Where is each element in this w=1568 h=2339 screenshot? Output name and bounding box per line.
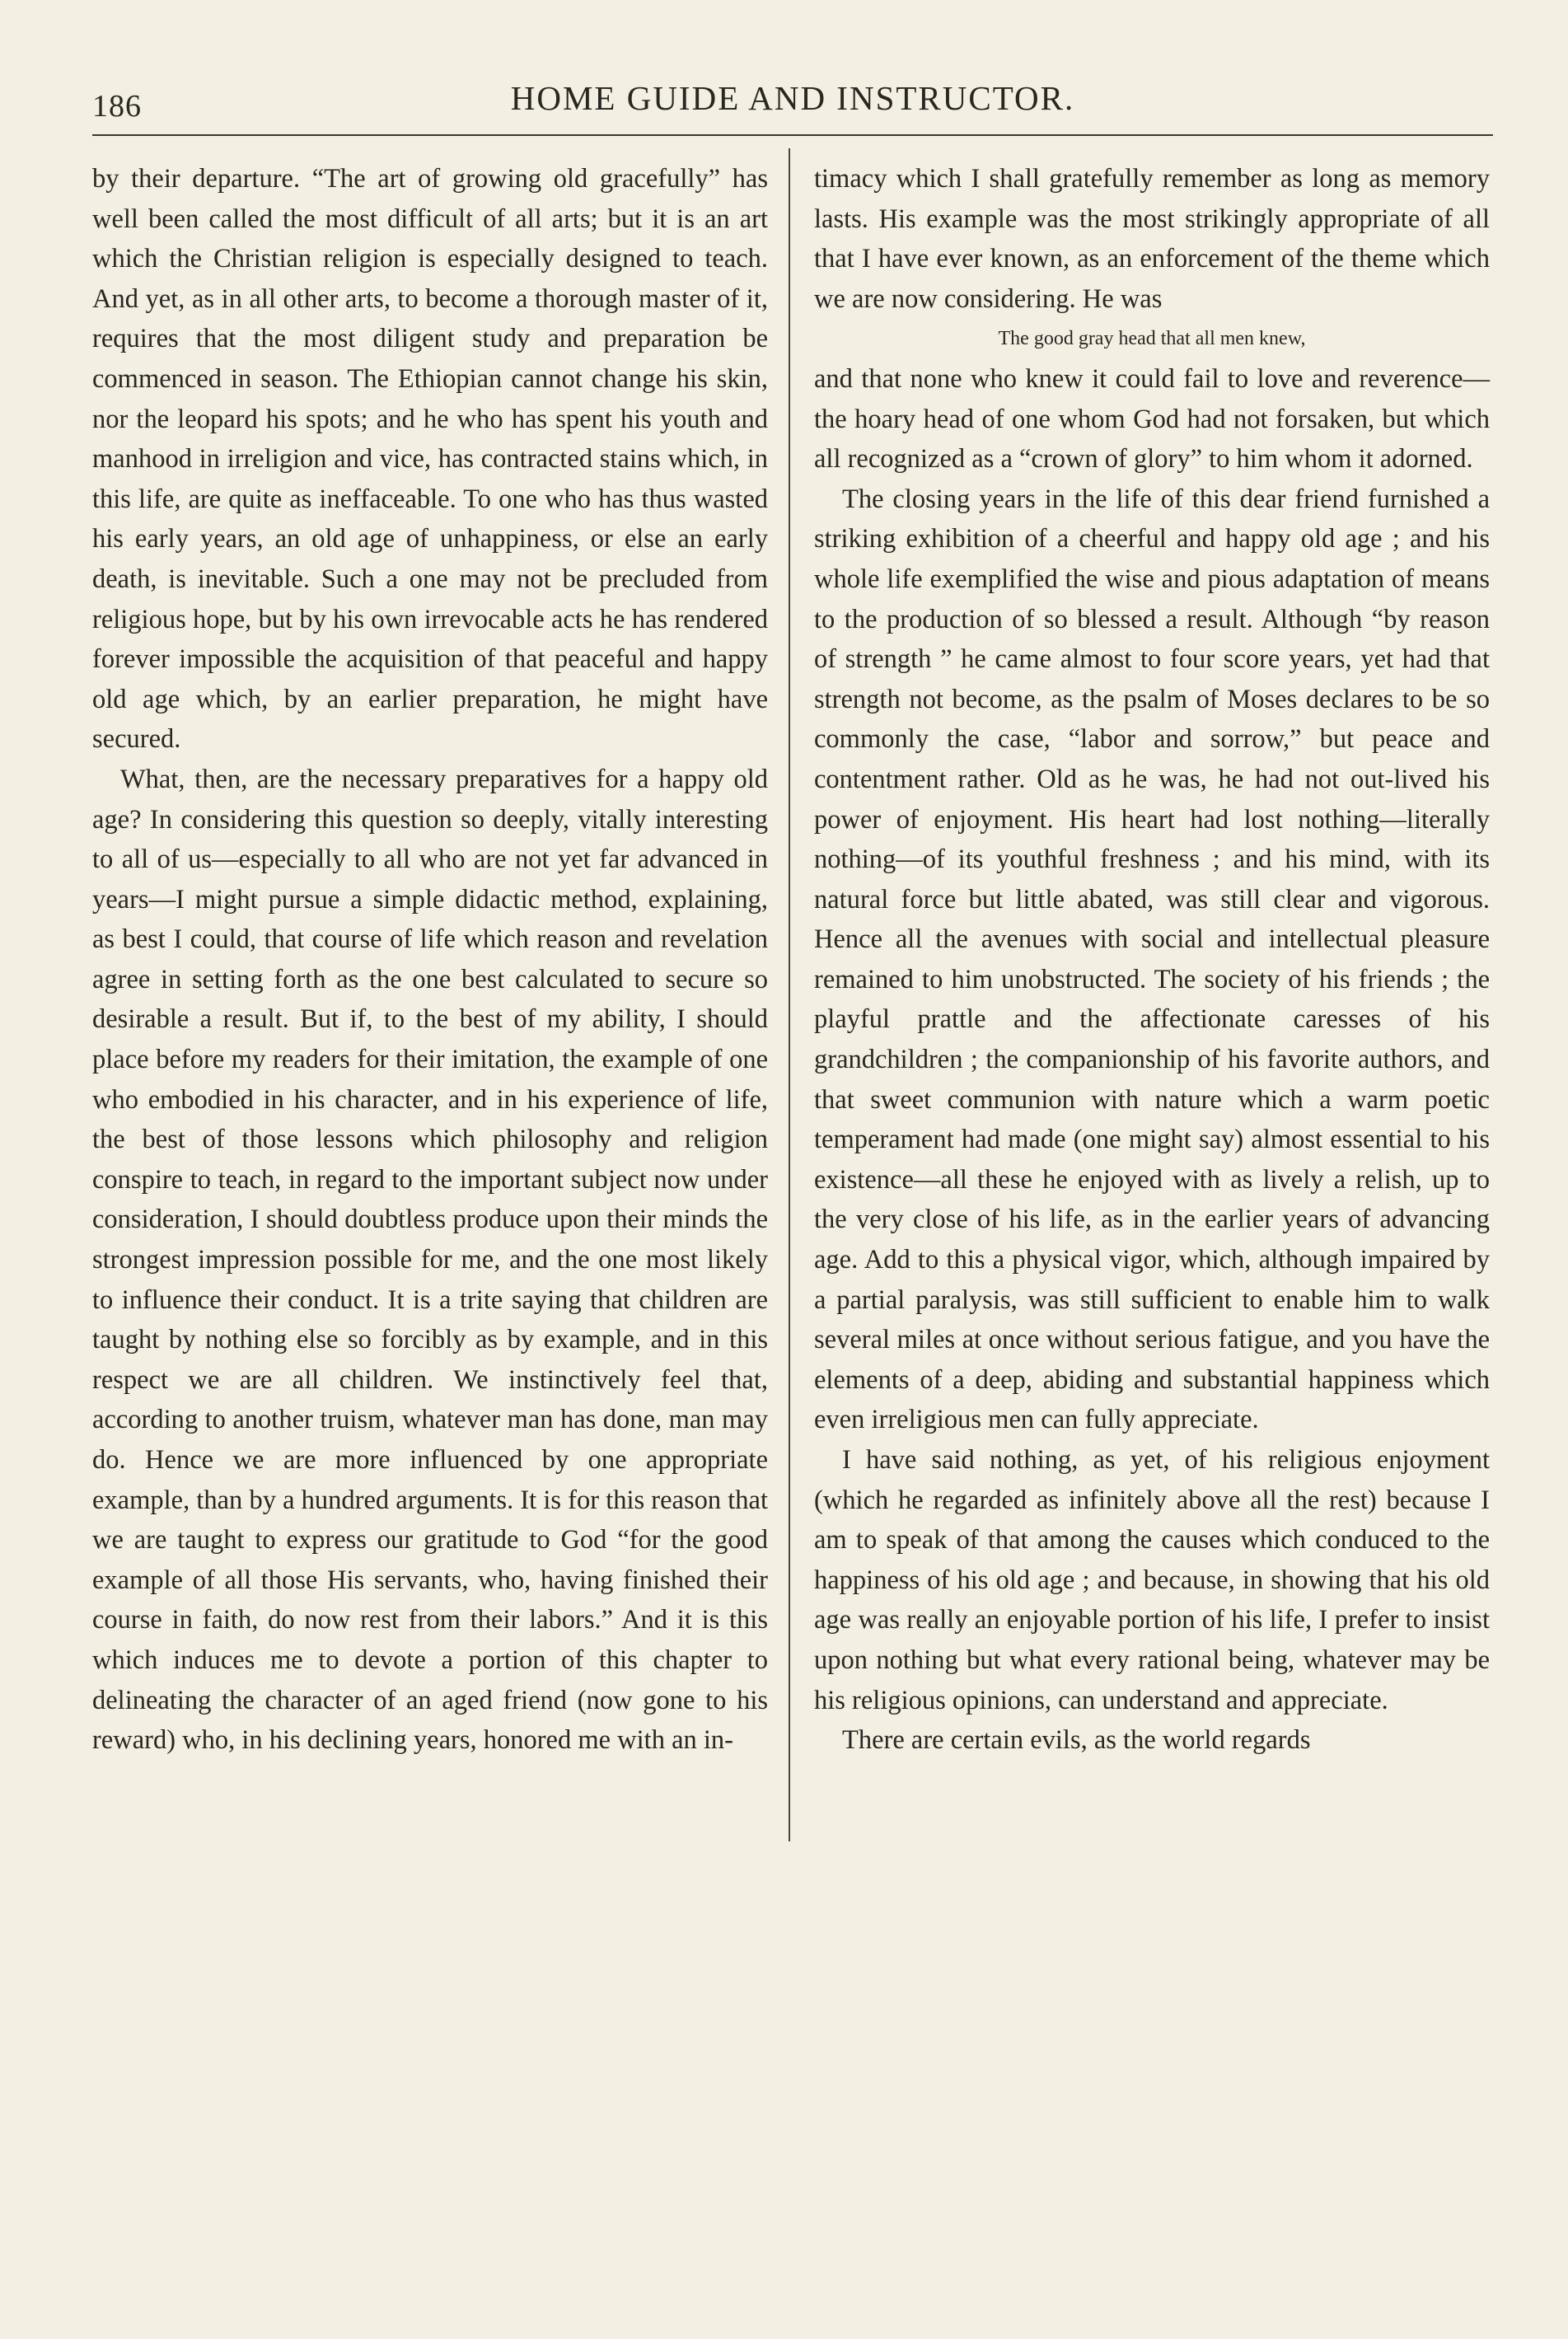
paragraph: and that none who knew it could fail to love and reverence—the hoary head of one whom God had not forsaken, but which all recognized as a “crown of glory” to him whom it adorned.	[814, 363, 1490, 475]
page-header	[92, 78, 1493, 128]
paragraph: There are certain evils, as the world regards	[842, 1725, 1311, 1756]
paragraph: What, then, are the necessary preparatives for a happy old age? In considering this question so deeply, vitally interesting to all of us—especially to all who are not yet far advanced in years—I might pursue a simple didactic method, explaining, as best I could, that course of life which reason and revelation agree in setting forth as the one best calculated to secure so desirable a result. But if, to the best of my ability, I should place before my readers for their imitation, the example of one who embodied in his character, and in his experience of life, the best of those lessons which philosophy and religion conspire to teach, in regard to the important subject now under consideration, I should doubtless produce upon their minds the strongest impression possible for me, and the one most likely to influence their conduct. It is a trite saying that children are taught by nothing else so forcibly as by example, and in this respect we are all children. We instinctively feel that, according to another truism, whatever man has done, man may do. Hence we are more influenced by one appropriate example, than by a hundred arguments. It is for this reason that we are taught to express our gratitude to God “for the good example of all those His servants, who, having finished their course in faith, do now rest from their labors.” And it is this which induces me to devote a portion of this chapter to delineating the character of an aged friend (now gone to his reward) who, in his declining years, honored me with an in-	[92, 764, 768, 1756]
running-title: HOME GUIDE AND INSTRUCTOR.	[510, 79, 1075, 117]
paragraph: timacy which I shall gratefully remember as long as memory lasts. His example was the most strikingly appropriate of all that I have ever known, as an enforcement of the theme which we are now considering. He was	[814, 164, 1490, 314]
column-divider	[789, 148, 790, 1841]
header-rule	[92, 134, 1493, 136]
right-column	[814, 159, 1490, 1761]
paragraph: by their departure. “The art of growing old gracefully” has well been called the most difficult of all arts; but it is an art which the Christian religion is especially designed to teach. And yet, as in all other arts, to become a thorough master of it, requires that the most diligent study and preparation be commenced in season. The Ethiopian cannot change his skin, nor the leopard his spots; and he who has spent his youth and manhood in irreligion and vice, has contracted stains which, in this life, are quite as ineffaceable. To one who has thus wasted his early years, an old age of unhappiness, or else an early death, is inevitable. Such a one may not be precluded from religious hope, but by his own irrevocable acts he has rendered forever impossible the acquisition of that peaceful and happy old age which, by an earlier preparation, he might have secured.	[92, 164, 768, 755]
left-column	[92, 159, 768, 1761]
paragraph: The closing years in the life of this dear friend furnished a striking exhibition of a cheerful and happy old age ; and his whole life exemplified the wise and pious adaptation of means to the production of so blessed a result. Although “by reason of strength ” he came almost to four score years, yet had that strength not become, as the psalm of Moses declares to be so commonly the case, “labor and sorrow,” but peace and contentment rather. Old as he was, he had not out-lived his power of enjoyment. His heart had lost nothing—literally nothing—of its youthful freshness ; and his mind, with its natural force but little abated, was still clear and vigorous. Hence all the avenues with social and intellectual pleasure remained to him unobstructed. The society of his friends ; the playful prattle and the affectionate caresses of his grandchildren ; the companionship of his favorite authors, and that sweet communion with nature which a warm poetic temperament had made (one might say) almost essential to his existence—all these he enjoyed with as lively a relish, up to the very close of his life, as in the earlier years of advancing age. Add to this a physical vigor, which, although impaired by a partial paralysis, was still sufficient to enable him to walk several miles at once without serious fatigue, and you have the elements of a deep, abiding and substantial happiness which even irreligious men can fully appreciate.	[814, 484, 1490, 1435]
paragraph: I have said nothing, as yet, of his religious enjoyment (which he regarded as infinitely above all the rest) because I am to speak of that among the causes which conduced to the happiness of his old age ; and because, in showing that his old age was really an enjoyable portion of his life, I prefer to insist upon nothing but what every rational being, whatever may be his religious opinions, can understand and appreciate.	[814, 1445, 1490, 1715]
page-number: 186	[92, 89, 142, 124]
verse-quote: The good gray head that all men knew,	[998, 328, 1306, 350]
